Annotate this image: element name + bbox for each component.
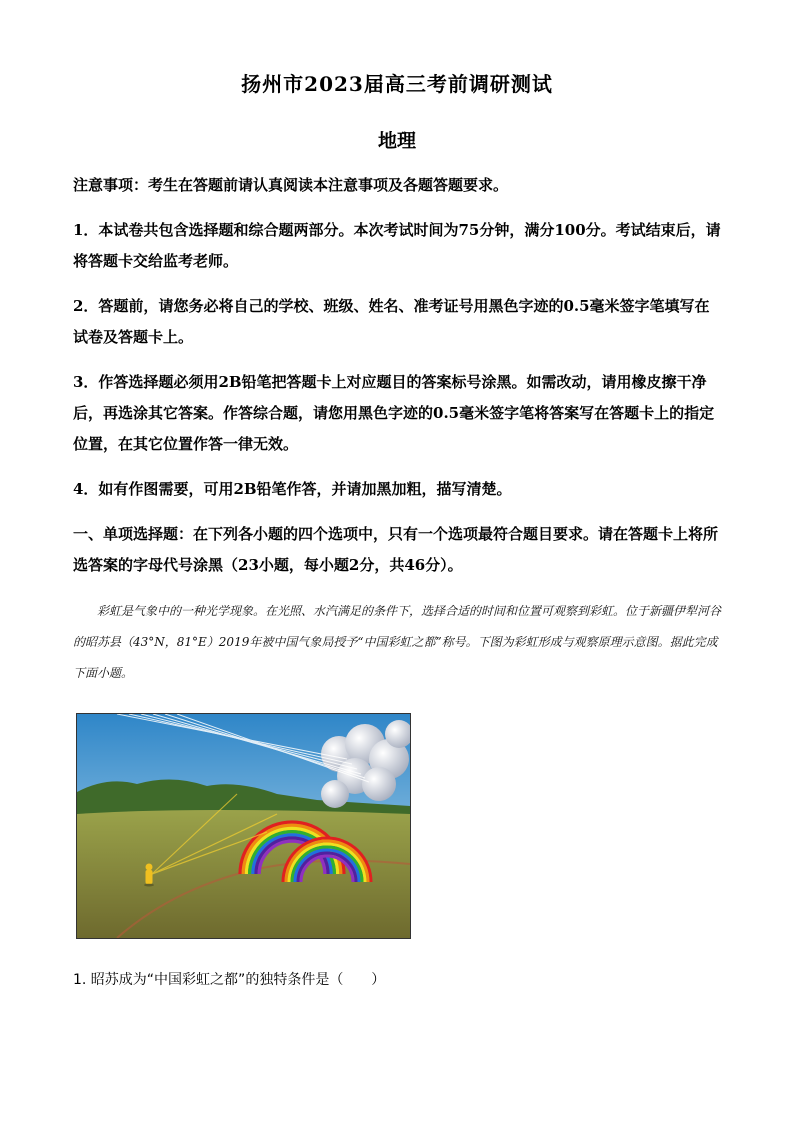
rainbow-figure bbox=[76, 713, 411, 939]
section-heading: 一、单项选择题：在下列各小题的四个选项中，只有一个选项最符合题目要求。请在答题卡上将所选答案的字母代号涂黑（23小题，每小题2分，共46分）。 bbox=[73, 525, 719, 574]
notice-item-4: 4．如有作图需要，可用2B铅笔作答，并请加黑加粗，描写清楚。 bbox=[73, 480, 512, 498]
question-1: 1. 昭苏成为“中国彩虹之都”的独特条件是（ ） bbox=[73, 972, 386, 988]
notice-item-3: 3．作答选择题必须用2B铅笔把答题卡上对应题目的答案标号涂黑。如需改动，请用橡皮擦干净后，再选涂其它答案。作答综合题，请您用黑色字迹的0.5毫米签字笔将答案写在答题卡上的指定位置，在其它位置作答一律无效。 bbox=[73, 373, 715, 453]
exam-title: 扬州市2023届高三考前调研测试 bbox=[241, 72, 553, 96]
rainbow-illustration bbox=[77, 714, 410, 938]
notice-item-2: 2．答题前，请您务必将自己的学校、班级、姓名、准考证号用黑色字迹的0.5毫米签字笔填写在试卷及答题卡上。 bbox=[73, 297, 710, 346]
notice-item-1: 1．本试卷共包含选择题和综合题两部分。本次考试时间为75分钟，满分100分。考试结束后，请将答题卡交给监考老师。 bbox=[73, 221, 721, 270]
notice-heading: 注意事项：考生在答题前请认真阅读本注意事项及各题答题要求。 bbox=[73, 176, 509, 194]
subject-title: 地理 bbox=[377, 130, 416, 152]
passage-text: 彩虹是气象中的一种光学现象。在光照、水汽满足的条件下，选择合适的时间和位置可观察到彩虹。位于新疆伊犁河谷的昭苏县（43°N，81°E）2019年被中国气象局授予“中国彩虹之都”称号。下图为彩虹形成与观察原理示意图。据此完成下面小题。 bbox=[73, 604, 722, 680]
